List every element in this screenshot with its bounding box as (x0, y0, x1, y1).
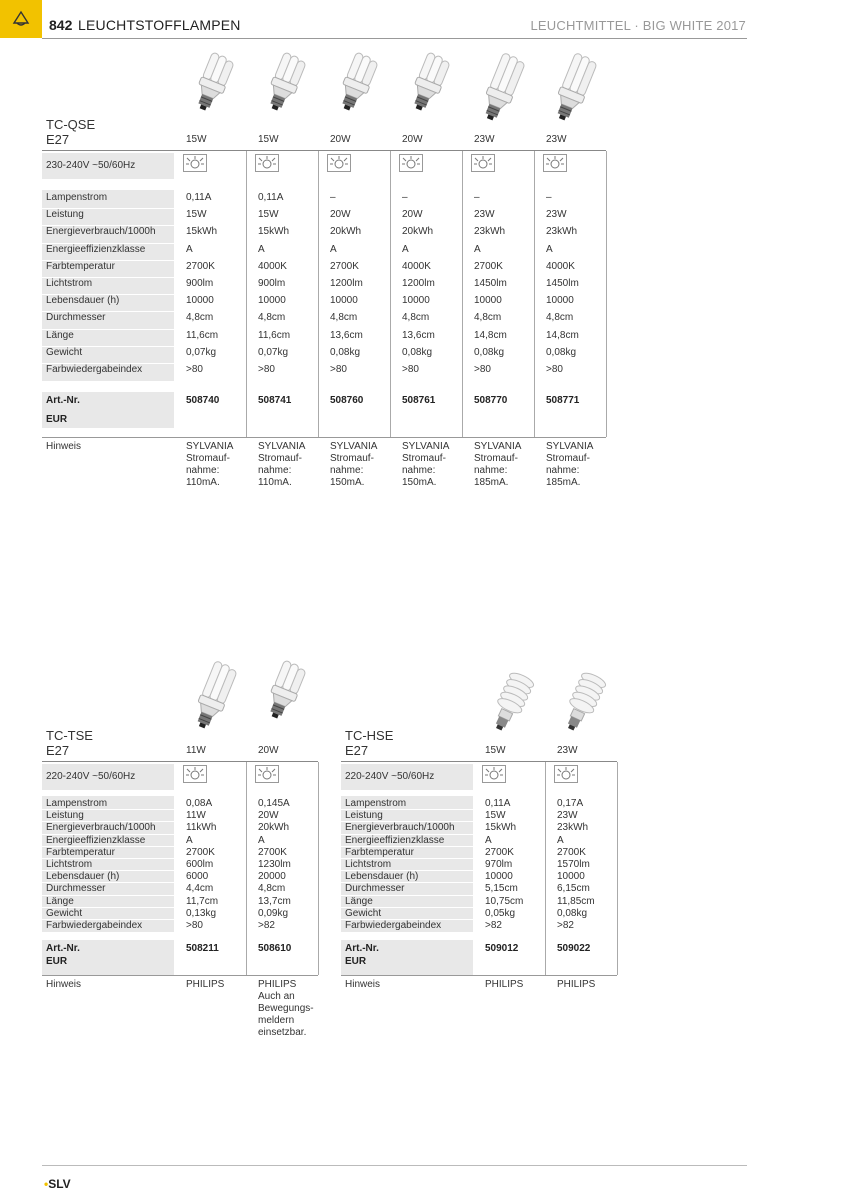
row-divider (341, 846, 473, 847)
spec-value: 6000 (186, 871, 209, 883)
row-divider (42, 260, 174, 261)
spec-value: 970lm (485, 859, 513, 870)
spec-value: 0,09kg (258, 907, 289, 919)
spec-label: Länge (345, 895, 373, 907)
article-number-label: Art.-Nr. (46, 943, 80, 954)
hint-text: SYLVANIA Stromauf- nahme: 110mA. (186, 441, 234, 488)
spec-value: 10000 (330, 295, 358, 307)
spec-value: 10000 (485, 871, 513, 883)
column-separator (246, 762, 247, 975)
spec-label: Farbtemperatur (345, 846, 414, 858)
hint-label: Hinweis (46, 441, 82, 452)
spec-value: >80 (402, 364, 419, 375)
row-divider (42, 846, 174, 847)
column-separator (606, 151, 607, 437)
row-divider (341, 907, 473, 908)
hint-line (341, 975, 617, 976)
product-image (470, 52, 530, 135)
spec-value: 2700K (330, 260, 359, 272)
spec-value: 4,8cm (258, 312, 286, 324)
spec-label: Lampenstrom (345, 798, 407, 809)
header-line (341, 761, 617, 762)
spec-value: A (186, 243, 193, 255)
spec-value: 2700K (186, 846, 215, 858)
voltage-text: 220-240V ~50/60Hz (46, 771, 136, 782)
row-divider (42, 870, 174, 871)
voltage-text: 230-240V ~50/60Hz (46, 160, 136, 171)
spec-value: 2700K (557, 846, 586, 858)
spec-value: 0,07kg (186, 346, 217, 358)
spec-value: 4,8cm (186, 312, 214, 324)
spec-value: – (474, 192, 480, 203)
hint-label: Hinweis (345, 979, 381, 990)
spec-value: >80 (546, 364, 563, 375)
row-divider (341, 834, 473, 835)
spec-value: 2700K (258, 846, 287, 858)
spec-value: 15kWh (258, 226, 290, 238)
page-tab (0, 0, 42, 38)
spec-value: – (330, 192, 336, 203)
row-divider (42, 821, 174, 822)
spec-label: Leistung (345, 810, 383, 822)
wattage-header: 20W (402, 134, 423, 145)
row-divider (42, 834, 174, 835)
dimming-icon (255, 765, 279, 783)
spec-label: Lebensdauer (h) (46, 871, 120, 883)
voltage-box (42, 153, 174, 179)
product-image (254, 660, 314, 727)
footer-divider (42, 1165, 747, 1166)
header-line (42, 150, 606, 151)
spec-value: 1200lm (402, 278, 435, 289)
spec-value: 0,11A (186, 192, 212, 203)
spec-value: 4000K (546, 260, 575, 272)
spec-value: 1230lm (258, 859, 291, 870)
eur-label: EUR (46, 414, 68, 425)
spec-value: 5,15cm (485, 883, 518, 895)
spec-value: >82 (258, 920, 275, 931)
spec-value: >80 (186, 364, 203, 375)
spec-value: A (186, 834, 193, 846)
wattage-header: 11W (186, 745, 206, 756)
spec-label: Lichtstrom (46, 859, 93, 870)
spec-value: 0,13kg (186, 907, 217, 919)
row-divider (341, 882, 473, 883)
spec-value: 14,8cm (474, 329, 507, 341)
slv-logo: •SLV (44, 1177, 71, 1191)
spec-value: 900lm (258, 278, 286, 289)
spec-value: 20kWh (330, 226, 362, 238)
spec-value: 0,17A (557, 798, 584, 809)
spec-value: 1450lm (474, 278, 507, 289)
row-divider (42, 277, 174, 278)
spec-value: 4,8cm (474, 312, 502, 324)
article-number-label: Art.-Nr. (345, 943, 379, 954)
spec-value: – (546, 192, 552, 203)
spec-value: 15W (186, 209, 207, 221)
spec-value: 10000 (186, 295, 214, 307)
spec-value: 4,8cm (402, 312, 430, 324)
spec-value: 23kWh (546, 226, 578, 238)
spec-value: 0,08A (186, 798, 213, 809)
spec-value: 23W (474, 209, 495, 221)
spec-label: Leistung (46, 810, 84, 822)
column-separator (617, 762, 618, 975)
row-divider (42, 919, 174, 920)
dimming-icon (327, 154, 351, 172)
spec-value: 4000K (258, 260, 287, 272)
hint-text: PHILIPS (485, 979, 524, 990)
row-divider (42, 311, 174, 312)
spec-label: Gewicht (345, 907, 382, 919)
spec-label: Energieverbrauch/1000h (46, 822, 156, 834)
spec-value: 11,7cm (186, 895, 219, 907)
spec-label: Energieeffizienzklasse (46, 834, 146, 846)
hint-text: PHILIPS (557, 979, 596, 990)
spec-value: 4,4cm (186, 883, 214, 895)
row-divider (42, 907, 174, 908)
spec-label: Energieverbrauch/1000h (345, 822, 455, 834)
product-name: TC-QSE (46, 117, 96, 132)
voltage-box (341, 764, 473, 790)
spec-value: A (474, 243, 481, 255)
spec-label: Energieverbrauch/1000h (46, 226, 156, 238)
row-divider (42, 329, 174, 330)
column-separator (390, 151, 391, 437)
spec-label: Farbtemperatur (46, 260, 115, 272)
spec-value: A (258, 834, 265, 846)
spec-value: >80 (186, 920, 203, 931)
voltage-text: 220-240V ~50/60Hz (345, 771, 435, 782)
spec-value: 10000 (546, 295, 574, 307)
wattage-header: 23W (546, 134, 567, 145)
row-divider (341, 895, 473, 896)
spec-value: 13,6cm (330, 329, 363, 341)
row-divider (42, 858, 174, 859)
socket-type: E27 (46, 743, 70, 758)
hint-text: SYLVANIA Stromauf- nahme: 185mA. (546, 441, 594, 488)
spec-label: Länge (46, 329, 74, 341)
row-divider (42, 243, 174, 244)
spec-value: 10000 (258, 295, 286, 307)
column-separator (545, 762, 546, 975)
spec-value: 0,08kg (474, 346, 505, 358)
row-divider (341, 809, 473, 810)
product-image (254, 52, 314, 119)
product-image (182, 52, 242, 119)
spec-value: 23kWh (557, 822, 589, 834)
dimming-icon (471, 154, 495, 172)
spec-label: Leistung (46, 209, 84, 221)
dimming-icon (255, 154, 279, 172)
spec-value: 11,6cm (186, 329, 219, 341)
spec-value: >80 (258, 364, 275, 375)
spec-value: 0,07kg (258, 346, 289, 358)
row-divider (341, 919, 473, 920)
row-divider (42, 294, 174, 295)
spec-value: 0,145A (258, 798, 290, 809)
spec-value: 1200lm (330, 278, 363, 289)
article-number[interactable]: 508741 (258, 395, 292, 406)
spec-label: Durchmesser (46, 883, 106, 895)
spec-label: Farbwiedergabeindex (46, 364, 143, 375)
hint-text: PHILIPS (186, 979, 225, 990)
dimming-icon (543, 154, 567, 172)
column-separator (462, 151, 463, 437)
wattage-header: 20W (258, 745, 279, 756)
row-divider (42, 809, 174, 810)
dimming-icon (554, 765, 578, 783)
spec-value: 23kWh (474, 226, 506, 238)
spec-value: 0,08kg (330, 346, 361, 358)
spec-value: 0,05kg (485, 907, 516, 919)
wattage-header: 23W (557, 745, 578, 756)
spec-value: 6,15cm (557, 883, 590, 895)
row-divider (341, 870, 473, 871)
spec-value: 0,08kg (557, 907, 588, 919)
spec-value: A (546, 243, 553, 255)
spec-value: 23W (557, 810, 578, 822)
spec-value: 23W (546, 209, 567, 221)
spec-value: 0,11A (258, 192, 284, 203)
product-image (398, 52, 458, 119)
product-image (542, 52, 602, 135)
spec-label: Länge (46, 895, 74, 907)
spec-value: 4,8cm (258, 883, 286, 895)
row-divider (42, 363, 174, 364)
row-divider (42, 208, 174, 209)
logo-text: SLV (48, 1177, 71, 1191)
socket-type: E27 (345, 743, 369, 758)
eur-label: EUR (46, 956, 68, 967)
hint-line (42, 975, 318, 976)
row-divider (42, 346, 174, 347)
wattage-header: 20W (330, 134, 351, 145)
article-number[interactable]: 508740 (186, 395, 220, 406)
hint-text: SYLVANIA Stromauf- nahme: 110mA. (258, 441, 306, 488)
row-divider (341, 821, 473, 822)
spec-value: 900lm (186, 278, 214, 289)
spec-value: 2700K (474, 260, 503, 272)
article-number[interactable]: 508761 (402, 395, 436, 406)
article-number[interactable]: 508771 (546, 395, 580, 406)
dimming-icon (482, 765, 506, 783)
spec-value: 0,08kg (402, 346, 433, 358)
spec-value: 2700K (485, 846, 514, 858)
spec-label: Lampenstrom (46, 192, 108, 203)
spec-value: 20W (258, 810, 279, 822)
spec-value: 20kWh (402, 226, 434, 238)
spec-value: 15W (485, 810, 506, 822)
spec-value: 11kWh (186, 822, 217, 834)
row-divider (42, 225, 174, 226)
spec-label: Lichtstrom (345, 859, 392, 870)
product-image (553, 668, 613, 743)
spec-value: 4,8cm (330, 312, 358, 324)
row-divider (341, 858, 473, 859)
spec-value: 10000 (557, 871, 585, 883)
spec-value: >82 (485, 920, 502, 931)
article-number[interactable]: 508610 (258, 943, 292, 954)
spec-label: Farbwiedergabeindex (345, 920, 442, 931)
spec-label: Farbtemperatur (46, 846, 115, 858)
spec-value: >80 (330, 364, 347, 375)
spec-value: 20000 (258, 871, 286, 883)
spec-label: Gewicht (46, 346, 83, 358)
article-number-label: Art.-Nr. (46, 395, 80, 406)
section-title: LEUCHTSTOFFLAMPEN (78, 17, 241, 33)
spec-value: A (330, 243, 337, 255)
dimming-icon (399, 154, 423, 172)
catalog-title: LEUCHTMITTEL · BIG WHITE 2017 (530, 18, 746, 33)
column-separator (318, 151, 319, 437)
article-number[interactable]: 509022 (557, 943, 591, 954)
column-separator (534, 151, 535, 437)
product-image (481, 668, 541, 743)
spec-label: Lebensdauer (h) (46, 295, 120, 307)
spec-value: – (402, 192, 408, 203)
spec-value: 0,08kg (546, 346, 577, 358)
wattage-header: 15W (186, 134, 207, 145)
hint-text: SYLVANIA Stromauf- nahme: 185mA. (474, 441, 522, 488)
spec-value: 1570lm (557, 859, 590, 870)
spec-value: 2700K (186, 260, 215, 272)
spec-value: 20W (330, 209, 351, 221)
product-image (182, 660, 242, 743)
hint-line (42, 437, 606, 438)
row-divider (42, 882, 174, 883)
header-divider (42, 38, 747, 39)
lamp-icon (11, 8, 31, 28)
spec-value: 13,6cm (402, 329, 435, 341)
spec-label: Durchmesser (46, 312, 106, 324)
hint-text: SYLVANIA Stromauf- nahme: 150mA. (402, 441, 450, 488)
spec-value: 10000 (474, 295, 502, 307)
article-number[interactable]: 509012 (485, 943, 519, 954)
spec-value: 600lm (186, 859, 214, 870)
spec-label: Farbwiedergabeindex (46, 920, 143, 931)
spec-value: 11W (186, 810, 206, 822)
page-number: 842 (49, 17, 73, 33)
header-line (42, 761, 318, 762)
product-image (326, 52, 386, 119)
spec-value: 14,8cm (546, 329, 579, 341)
spec-value: 4000K (402, 260, 431, 272)
row-divider (42, 895, 174, 896)
spec-label: Lampenstrom (46, 798, 108, 809)
spec-value: >82 (557, 920, 574, 931)
spec-value: A (402, 243, 409, 255)
socket-type: E27 (46, 132, 70, 147)
article-number[interactable]: 508760 (330, 395, 364, 406)
column-separator (318, 762, 319, 975)
wattage-header: 15W (258, 134, 279, 145)
voltage-box (42, 764, 174, 790)
column-separator (246, 151, 247, 437)
spec-value: 15W (258, 209, 279, 221)
spec-value: 15kWh (186, 226, 218, 238)
spec-label: Energieeffizienzklasse (345, 834, 445, 846)
spec-value: >80 (474, 364, 491, 375)
spec-label: Gewicht (46, 907, 83, 919)
spec-label: Lebensdauer (h) (345, 871, 419, 883)
dimming-icon (183, 765, 207, 783)
spec-value: A (485, 834, 492, 846)
spec-value: A (258, 243, 265, 255)
eur-label: EUR (345, 956, 367, 967)
spec-value: 11,85cm (557, 895, 595, 907)
hint-text: SYLVANIA Stromauf- nahme: 150mA. (330, 441, 378, 488)
spec-value: 15kWh (485, 822, 517, 834)
spec-value: 4,8cm (546, 312, 574, 324)
spec-value: 11,6cm (258, 329, 291, 341)
wattage-header: 15W (485, 745, 506, 756)
spec-value: 10,75cm (485, 895, 524, 907)
spec-label: Energieeffizienzklasse (46, 243, 146, 255)
spec-value: 0,11A (485, 798, 511, 809)
dimming-icon (183, 154, 207, 172)
spec-value: 10000 (402, 295, 430, 307)
spec-value: 20kWh (258, 822, 290, 834)
article-number[interactable]: 508770 (474, 395, 508, 406)
wattage-header: 23W (474, 134, 495, 145)
spec-value: 1450lm (546, 278, 579, 289)
product-name: TC-HSE (345, 728, 394, 743)
spec-label: Durchmesser (345, 883, 405, 895)
product-name: TC-TSE (46, 728, 93, 743)
spec-value: 13,7cm (258, 895, 291, 907)
hint-label: Hinweis (46, 979, 82, 990)
spec-label: Lichtstrom (46, 278, 93, 289)
spec-value: 20W (402, 209, 423, 221)
article-number[interactable]: 508211 (186, 943, 219, 954)
hint-text: PHILIPS Auch an Bewegungs- meldern einsetzbar. (258, 979, 314, 1038)
spec-value: A (557, 834, 564, 846)
